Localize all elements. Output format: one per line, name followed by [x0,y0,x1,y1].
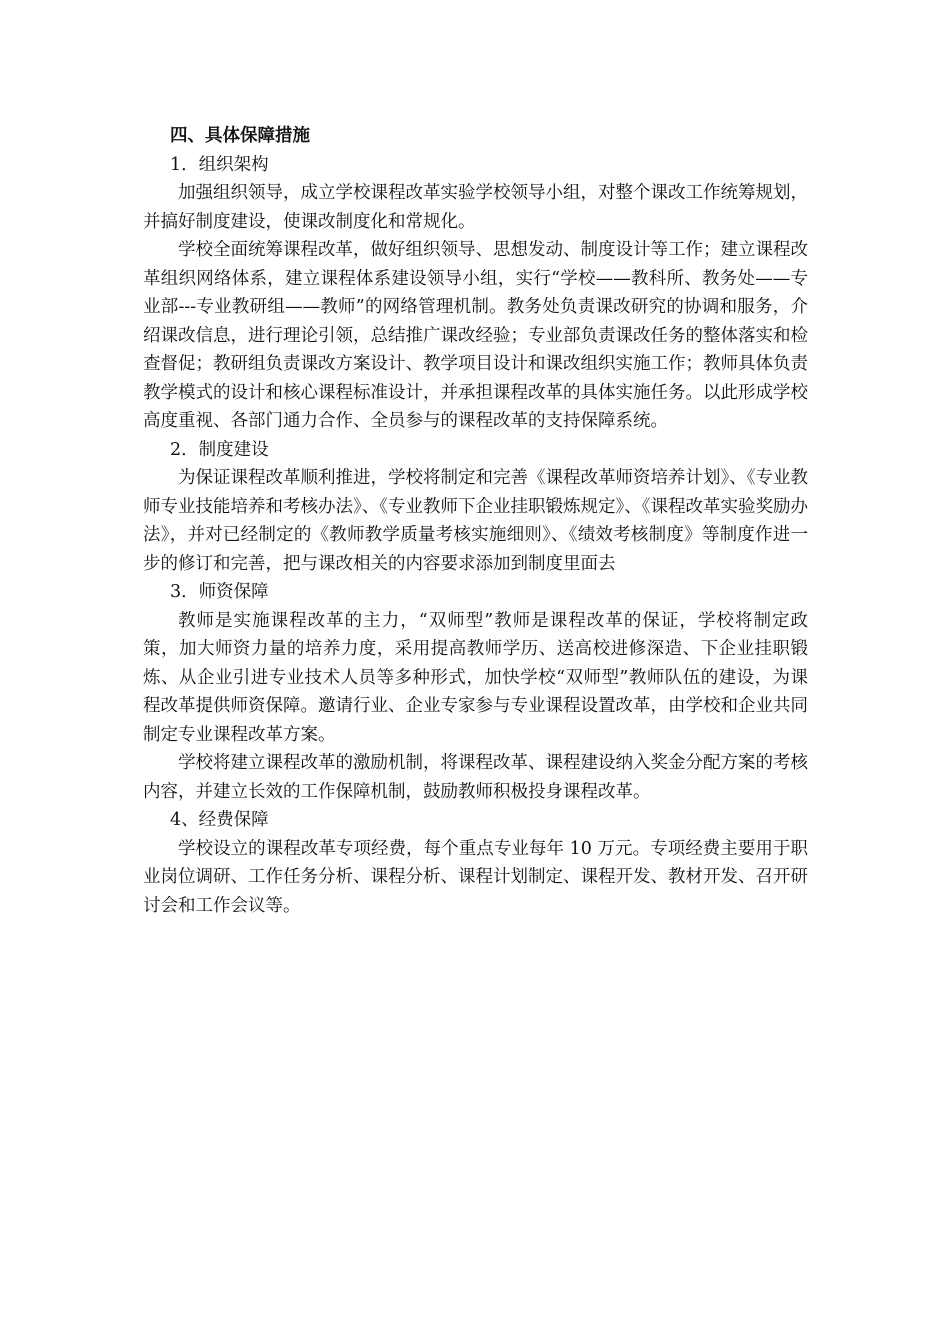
subheading-funding: 4、经费保障 [170,810,269,830]
paragraph-organization-2: 学校全面统筹课程改革，做好组织领导、思想发动、制度设计等工作；建立课程改革组织网络体系，建立课程体系建设领导小组，实行“学校——教科所、教务处——专业部---专业教研组——教师”的网络管理机制。教务处负责课改研究的协调和服务，介绍课改信息，进行理论引领，总结推广课改经验；专业部负责课改任务的整体落实和检查督促；教研组负责课改方案设计、教学项目设计和课改组织实施工作；教师具体负责教学模式的设计和核心课程标准设计，并承担课程改革的具体实施任务。以此形成学校高度重视、各部门通力合作、全员参与的课程改革的支持保障系统。 [143,240,808,431]
section-heading: 四、具体保障措施 [170,126,310,146]
subheading-system: 2．制度建设 [170,439,269,460]
subheading-organization: 1．组织架构 [170,154,269,175]
paragraph-organization-1: 加强组织领导，成立学校课程改革实验学校领导小组，对整个课改工作统筹规划，并搞好制度建设，使课改制度化和常规化。 [143,183,808,232]
document-body [143,122,808,920]
paragraph-teachers-2: 学校将建立课程改革的激励机制，将课程改革、课程建设纳入奖金分配方案的考核内容，并建立长效的工作保障机制，鼓励教师积极投身课程改革。 [143,753,808,802]
paragraph-system-1: 为保证课程改革顺利推进，学校将制定和完善《课程改革师资培养计划》、《专业教师专业技能培养和考核办法》、《专业教师下企业挂职锻炼规定》、《课程改革实验奖励办法》，并对已经制定的《教师教学质量考核实施细则》、《绩效考核制度》等制度作进一步的修订和完善，把与课改相关的内容要求添加到制度里面去 [143,468,808,574]
paragraph-funding-1: 学校设立的课程改革专项经费，每个重点专业每年 10 万元。专项经费主要用于职业岗位调研、工作任务分析、课程分析、课程计划制定、课程开发、教材开发、召开研讨会和工作会议等。 [143,838,808,916]
paragraph-teachers-1: 教师是实施课程改革的主力，“双师型”教师是课程改革的保证，学校将制定政策，加大师资力量的培养力度，采用提高教师学历、送高校进修深造、下企业挂职锻炼、从企业引进专业技术人员等多种形式，加快学校“双师型”教师队伍的建设，为课程改革提供师资保障。邀请行业、企业专家参与专业课程设置改革，由学校和企业共同制定专业课程改革方案。 [143,610,808,745]
subheading-teachers: 3．师资保障 [170,582,269,602]
